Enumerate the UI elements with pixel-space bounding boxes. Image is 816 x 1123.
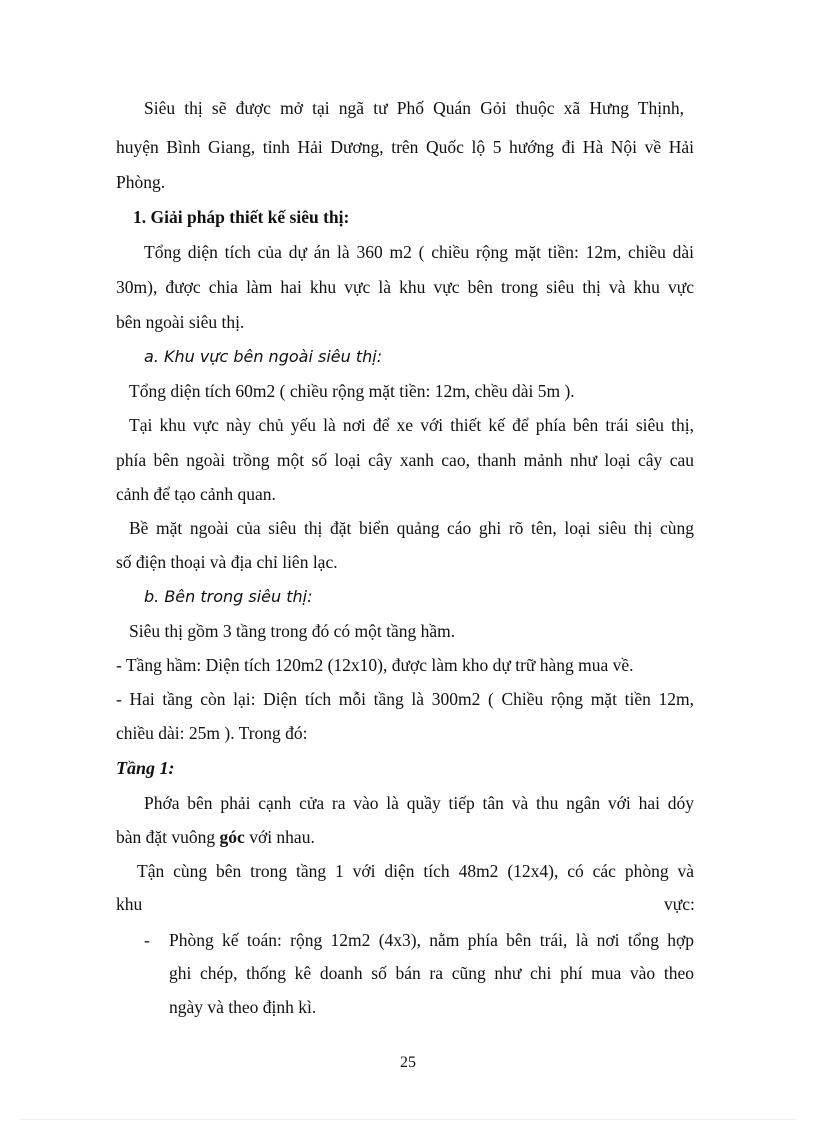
floor1-line-1: Phớa bên phải cạnh cửa ra vào là quầy tiếp tân và thu ngân với hai dóy <box>144 793 694 813</box>
page-number: 25 <box>400 1054 416 1071</box>
inside-line-3: - Hai tầng còn lại: Diện tích mỗi tầng là 300m2 ( Chiều rộng mặt tiền 12m, <box>116 689 694 709</box>
section-heading: 1. Giải pháp thiết kế siêu thị: <box>133 207 350 227</box>
bullet1-line-3: ngày và theo định kì. <box>169 997 317 1017</box>
outside-line-2: Tại khu vực này chủ yếu là nơi để xe với thiết kế để phía bên trái siêu thị, <box>129 415 694 435</box>
bullet1-line-1: Phòng kế toán: rộng 12m2 (4x3), nằm phía bên trái, là nơi tổng hợp <box>169 930 694 950</box>
inside-line-1: Siêu thị gồm 3 tầng trong đó có một tầng hầm. <box>129 621 456 641</box>
floor1-line-4-right: vực: <box>664 894 695 914</box>
outside-line-5: Bề mặt ngoài của siêu thị đặt biển quảng cáo ghi rõ tên, loại siêu thị cùng <box>129 518 694 538</box>
outside-line-4: cảnh để tạo cảnh quan. <box>116 484 276 504</box>
bullet1-line-2: ghi chép, thống kê doanh số bán ra cũng như chi phí mua vào theo <box>169 963 694 983</box>
outside-line-1: Tổng diện tích 60m2 ( chiều rộng mặt tiền: 12m, chều dài 5m ). <box>129 381 575 401</box>
inside-line-4: chiều dài: 25m ). Trong đó: <box>116 723 308 743</box>
page-bottom-divider <box>20 1119 796 1120</box>
intro-line-2: huyện Bình Giang, tỉnh Hải Dương, trên Quốc lộ 5 hướng đi Hà Nội về Hải <box>116 137 694 157</box>
inside-line-2: - Tầng hầm: Diện tích 120m2 (12x10), được làm kho dự trữ hàng mua về. <box>116 655 634 675</box>
section1-line-3: bên ngoài siêu thị. <box>116 312 245 332</box>
intro-line-3: Phòng. <box>116 172 166 192</box>
section1-line-2: 30m), được chia làm hai khu vực là khu vực bên trong siêu thị và khu vực <box>116 277 694 297</box>
section1-line-1: Tổng diện tích của dự án là 360 m2 ( chiều rộng mặt tiền: 12m, chiều dài <box>144 242 694 262</box>
floor1-line-2: bàn đặt vuông góc với nhau. <box>116 827 315 847</box>
outside-line-3: phía bên ngoài trồng một số loại cây xanh cao, thanh mảnh như loại cây cau <box>116 450 694 470</box>
outside-line-6: số điện thoại và địa chỉ liên lạc. <box>116 552 338 572</box>
floor1-line-4-left: khu <box>116 894 143 914</box>
floor-heading: Tầng 1: <box>116 758 175 778</box>
subheading-outside: a. Khu vực bên ngoài siêu thị: <box>144 347 383 366</box>
floor1-line-3: Tận cùng bên trong tầng 1 với diện tích 48m2 (12x4), có các phòng và <box>137 861 694 881</box>
bold-word: góc <box>219 827 245 847</box>
subheading-inside: b. Bên trong siêu thị: <box>144 587 313 606</box>
intro-line-1: Siêu thị sẽ được mở tại ngã tư Phố Quán Gỏi thuộc xã Hưng Thịnh, <box>144 98 684 118</box>
bullet-mark: - <box>144 930 150 950</box>
